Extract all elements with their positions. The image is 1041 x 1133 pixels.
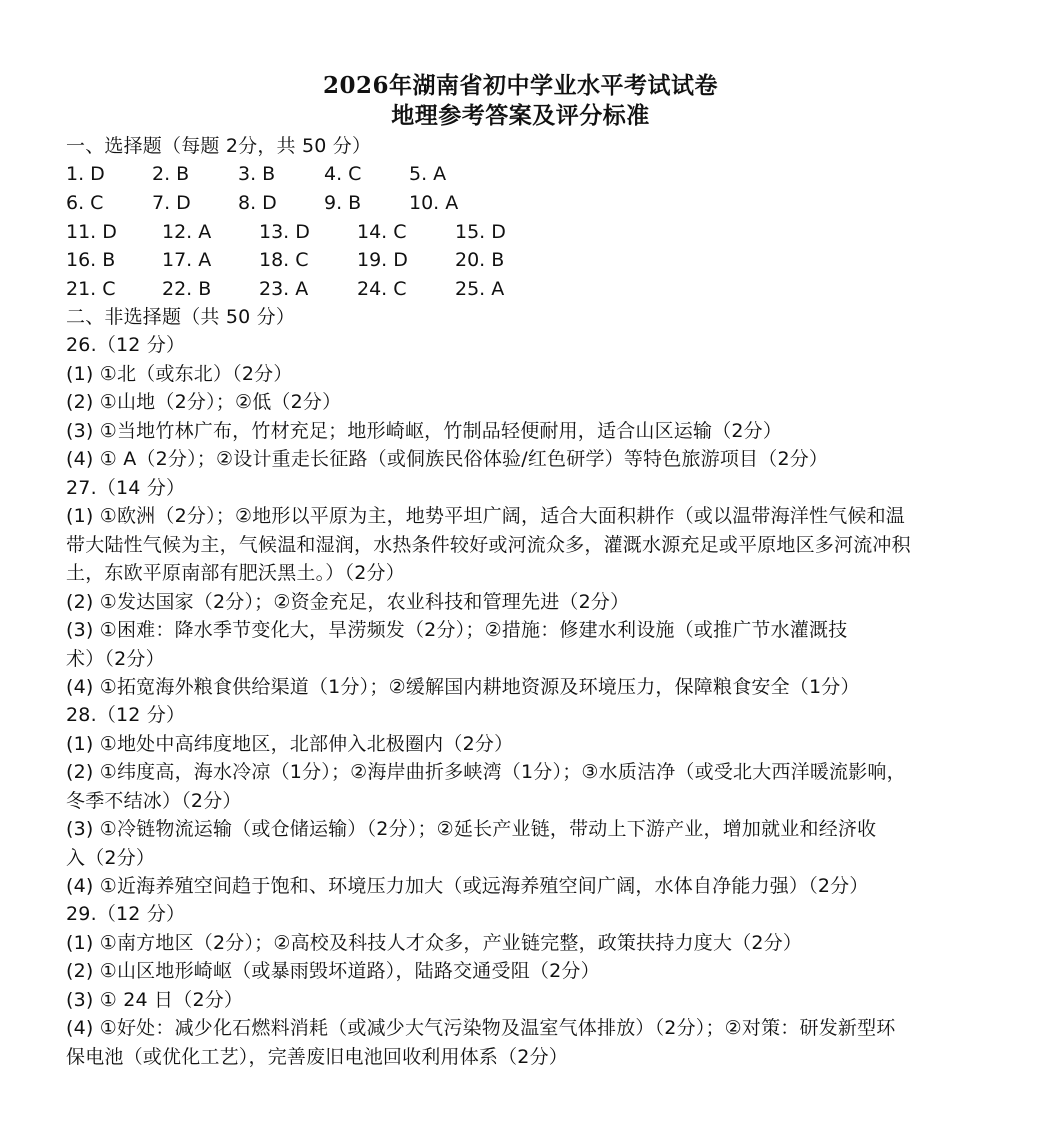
document-title: 2026年湖南省初中学业水平考试试卷 xyxy=(322,72,718,99)
mc-answer: 18. C xyxy=(259,249,309,271)
mc-answer: 25. A xyxy=(455,278,505,300)
mc-answer: 6. C xyxy=(66,192,104,214)
mc-answer: 23. A xyxy=(259,278,309,300)
mc-answer: 2. B xyxy=(152,163,190,185)
answer-line: (2) ①纬度高，海水冷凉（1分）；②海岸曲折多峡湾（1分）；③水质洁净（或受北大西洋暖流影响， xyxy=(66,761,906,783)
section-heading-nonchoice: 二、非选择题（共 50 分） xyxy=(66,306,296,328)
answer-line: (4) ①好处：减少化石燃料消耗（或减少大气污染物及温室气体排放）（2分）；②对策：研发新型环 xyxy=(66,1017,896,1039)
answer-line: 冬季不结冰）（2分） xyxy=(66,790,242,812)
mc-answer: 16. B xyxy=(66,249,116,271)
mc-answer: 20. B xyxy=(455,249,505,271)
answer-line: (3) ①冷链物流运输（或仓储运输）（2分）；②延长产业链，带动上下游产业，增加就业和经济收 xyxy=(66,818,877,840)
answer-line: (2) ①发达国家（2分）；②资金充足，农业科技和管理先进（2分） xyxy=(66,591,630,613)
mc-answer: 15. D xyxy=(455,221,506,243)
answer-line: 带大陆性气候为主，气候温和湿润，水热条件较好或河流众多，灌溉水源充足或平原地区多河流冲积 xyxy=(66,534,911,556)
mc-answer: 4. C xyxy=(324,163,362,185)
answer-line: (1) ①北（或东北）（2分） xyxy=(66,363,293,385)
question-heading: 29.（12 分） xyxy=(66,903,186,925)
question-heading: 26.（12 分） xyxy=(66,334,186,356)
mc-answer: 22. B xyxy=(162,278,212,300)
mc-answer: 3. B xyxy=(238,163,276,185)
answer-line: (1) ①欧洲（2分）；②地形以平原为主，地势平坦广阔，适合大面积耕作（或以温带海洋性气候和温 xyxy=(66,505,906,527)
answer-line: (2) ①山地（2分）；②低（2分） xyxy=(66,391,342,413)
answer-line: (1) ①南方地区（2分）；②高校及科技人才众多，产业链完整，政策扶持力度大（2分） xyxy=(66,932,803,954)
mc-answer: 12. A xyxy=(162,221,212,243)
question-heading: 27.（14 分） xyxy=(66,477,186,499)
answer-line: (4) ①拓宽海外粮食供给渠道（1分）；②缓解国内耕地资源及环境压力，保障粮食安全（1分） xyxy=(66,676,860,698)
mc-answer: 7. D xyxy=(152,192,191,214)
mc-answer: 1. D xyxy=(66,163,105,185)
question-heading: 28.（12 分） xyxy=(66,704,186,726)
mc-answer: 10. A xyxy=(409,192,459,214)
answer-line: (1) ①地处中高纬度地区，北部伸入北极圈内（2分） xyxy=(66,733,514,755)
mc-answer: 21. C xyxy=(66,278,116,300)
answer-line: (3) ①困难：降水季节变化大，旱涝频发（2分）；②措施：修建水利设施（或推广节水灌溉技 xyxy=(66,619,848,641)
mc-answer: 9. B xyxy=(324,192,362,214)
mc-answer: 14. C xyxy=(357,221,407,243)
document-subtitle: 地理参考答案及评分标准 xyxy=(391,102,650,129)
mc-answer: 17. A xyxy=(162,249,212,271)
mc-answer: 19. D xyxy=(357,249,408,271)
answer-line: 土，东欧平原南部有肥沃黑土。）（2分） xyxy=(66,562,405,584)
mc-answer: 24. C xyxy=(357,278,407,300)
mc-answer: 8. D xyxy=(238,192,277,214)
answer-line: 保电池（或优化工艺），完善废旧电池回收利用体系（2分） xyxy=(66,1046,568,1068)
answer-line: (3) ①当地竹林广布，竹材充足；地形崎岖，竹制品轻便耐用，适合山区运输（2分） xyxy=(66,420,783,442)
section-heading-choice: 一、选择题（每题 2分，共 50 分） xyxy=(66,135,372,157)
mc-answer: 5. A xyxy=(409,163,447,185)
answer-line: (3) ① 24 日（2分） xyxy=(66,989,244,1011)
answer-line: (4) ①近海养殖空间趋于饱和、环境压力加大（或远海养殖空间广阔，水体自净能力强）（2分） xyxy=(66,875,869,897)
mc-answer: 13. D xyxy=(259,221,310,243)
mc-answer: 11. D xyxy=(66,221,117,243)
answer-line: 入（2分） xyxy=(66,847,156,869)
answer-line: 术）（2分） xyxy=(66,648,165,670)
answer-line: (2) ①山区地形崎岖（或暴雨毁坏道路），陆路交通受阻（2分） xyxy=(66,960,600,982)
answer-line: (4) ① A（2分）；②设计重走长征路（或侗族民俗体验/红色研学）等特色旅游项目（2分） xyxy=(66,448,829,470)
